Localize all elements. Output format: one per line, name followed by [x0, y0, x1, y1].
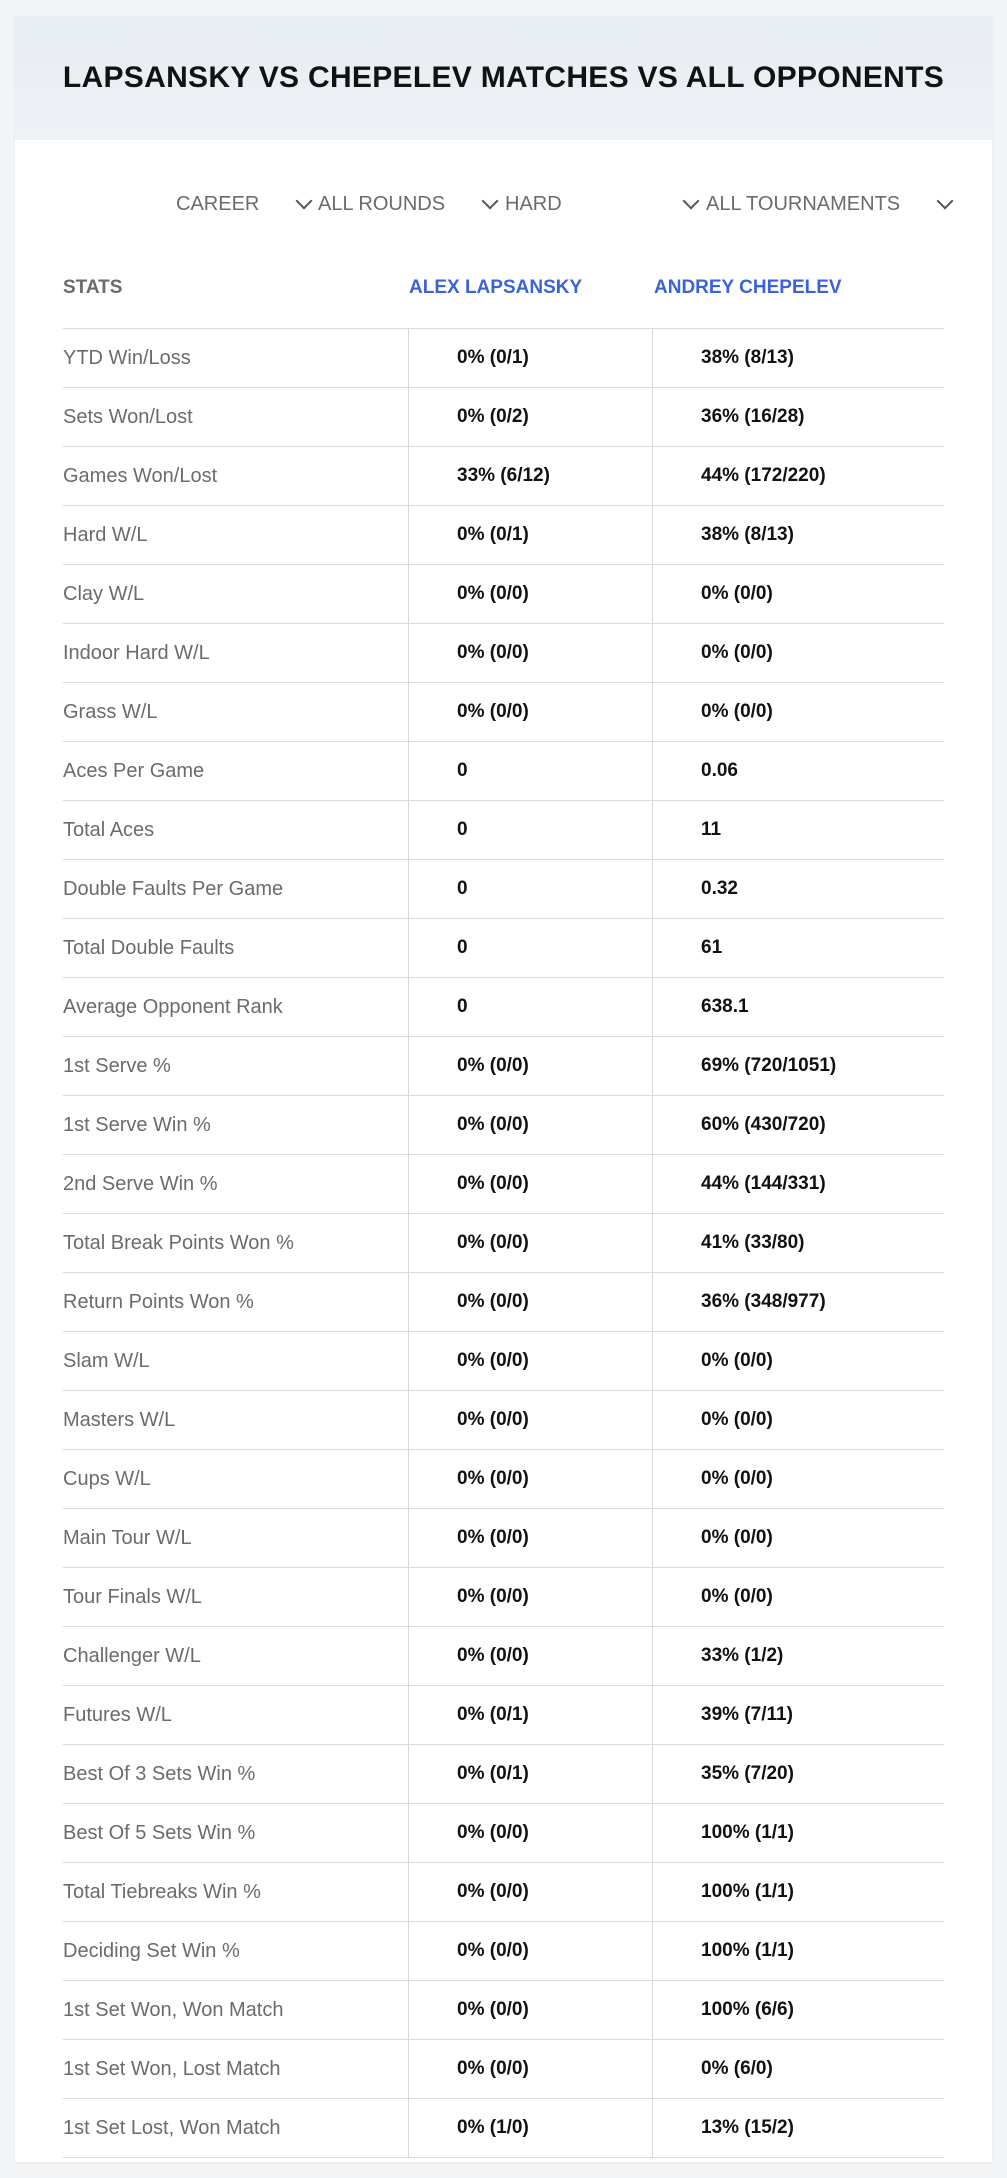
player2-value: 39% (7/11) — [701, 1704, 793, 1725]
page-header — [15, 16, 992, 140]
player2-value: 0% (0/0) — [701, 1409, 773, 1430]
stat-label: 1st Serve % — [63, 1037, 409, 1095]
stat-label: Games Won/Lost — [63, 447, 409, 505]
player2-value: 44% (172/220) — [701, 465, 826, 486]
table-row — [63, 1804, 944, 1863]
player1-value: 0 — [409, 801, 653, 859]
player2-value: 100% (1/1) — [701, 1940, 794, 1961]
player2-value: 33% (1/2) — [701, 1645, 784, 1666]
chevron-down-icon — [296, 193, 313, 210]
player1-value: 0% (0/0) — [409, 1981, 653, 2039]
player1-link[interactable]: ALEX LAPSANSKY — [409, 277, 583, 298]
stat-label: Aces Per Game — [63, 742, 409, 800]
tournaments-select-value: ALL TOURNAMENTS — [706, 192, 901, 215]
stat-label: Total Break Points Won % — [63, 1214, 409, 1272]
filter-bar — [15, 186, 992, 222]
player2-value: 61 — [701, 937, 723, 958]
stats-table — [63, 248, 944, 2158]
stat-label: Indoor Hard W/L — [63, 624, 409, 682]
player2-value: 69% (720/1051) — [701, 1055, 837, 1076]
stat-label: 2nd Serve Win % — [63, 1155, 409, 1213]
table-row — [63, 2099, 944, 2158]
table-row — [63, 1627, 944, 1686]
player2-value: 0% (0/0) — [701, 1468, 773, 1489]
table-row — [63, 624, 944, 683]
surface-select-value: HARD — [505, 192, 562, 215]
stat-label: 1st Serve Win % — [63, 1096, 409, 1154]
player2-value: 0.32 — [701, 878, 738, 899]
player1-value: 0% (0/1) — [409, 506, 653, 564]
player2-value: 38% (8/13) — [701, 347, 794, 368]
stat-label: Hard W/L — [63, 506, 409, 564]
page-title: LAPSANSKY VS CHEPELEV MATCHES VS ALL OPPONENTS — [62, 61, 945, 94]
player1-value: 0% (0/0) — [409, 1096, 653, 1154]
stat-label: Challenger W/L — [63, 1627, 409, 1685]
stat-label: Cups W/L — [63, 1450, 409, 1508]
table-row — [63, 388, 944, 447]
player1-value: 0% (0/0) — [409, 1804, 653, 1862]
table-row — [63, 978, 944, 1037]
player1-value: 0% (0/0) — [409, 1863, 653, 1921]
player1-value: 0% (0/0) — [409, 624, 653, 682]
table-row — [63, 1450, 944, 1509]
table-row — [63, 919, 944, 978]
stat-label: Slam W/L — [63, 1332, 409, 1390]
player2-value: 44% (144/331) — [701, 1173, 826, 1194]
table-row — [63, 1273, 944, 1332]
player2-value: 0% (0/0) — [701, 1527, 773, 1548]
table-row — [63, 1037, 944, 1096]
player1-value: 0% (0/0) — [409, 1037, 653, 1095]
player2-value: 0% (0/0) — [701, 583, 773, 604]
player1-value: 0% (0/0) — [409, 683, 653, 741]
player2-value: 0.06 — [701, 760, 738, 781]
stat-label: Average Opponent Rank — [63, 978, 409, 1036]
chevron-down-icon — [482, 193, 499, 210]
player1-value: 0% (0/0) — [409, 1568, 653, 1626]
stat-label: Total Tiebreaks Win % — [63, 1863, 409, 1921]
player1-value: 0% (1/0) — [409, 2099, 653, 2157]
player1-value: 0 — [409, 860, 653, 918]
player1-value: 0 — [409, 742, 653, 800]
stat-label: Main Tour W/L — [63, 1509, 409, 1567]
player2-value: 11 — [701, 819, 722, 840]
player1-value: 0% (0/0) — [409, 1627, 653, 1685]
table-row — [63, 1568, 944, 1627]
stat-label: 1st Set Lost, Won Match — [63, 2099, 409, 2157]
player1-value: 0% (0/0) — [409, 565, 653, 623]
tournaments-select[interactable] — [706, 186, 955, 222]
stat-label: Total Double Faults — [63, 919, 409, 977]
stat-label: Masters W/L — [63, 1391, 409, 1449]
chevron-down-icon — [683, 193, 700, 210]
table-row — [63, 1745, 944, 1804]
stat-label: Sets Won/Lost — [63, 388, 409, 446]
player2-value: 13% (15/2) — [701, 2117, 794, 2138]
stat-label: Total Aces — [63, 801, 409, 859]
stat-label: Best Of 5 Sets Win % — [63, 1804, 409, 1862]
player2-value: 100% (1/1) — [701, 1881, 794, 1902]
table-row — [63, 1981, 944, 2040]
table-row — [63, 2040, 944, 2099]
table-row — [63, 1922, 944, 1981]
stats-card — [15, 16, 992, 2162]
table-row — [63, 329, 944, 388]
stat-label: Grass W/L — [63, 683, 409, 741]
stat-label: 1st Set Won, Lost Match — [63, 2040, 409, 2098]
table-row — [63, 1332, 944, 1391]
player2-link[interactable]: ANDREY CHEPELEV — [654, 277, 842, 298]
rounds-select-value: ALL ROUNDS — [318, 192, 446, 215]
chevron-down-icon — [937, 193, 954, 210]
table-row — [63, 683, 944, 742]
stat-label: Clay W/L — [63, 565, 409, 623]
rounds-select[interactable] — [318, 186, 500, 222]
stat-label: 1st Set Won, Won Match — [63, 1981, 409, 2039]
player1-value: 0 — [409, 978, 653, 1036]
table-row — [63, 1686, 944, 1745]
table-body — [63, 329, 944, 2158]
stat-label: Return Points Won % — [63, 1273, 409, 1331]
player1-value: 0% (0/1) — [409, 1686, 653, 1744]
player1-value: 0% (0/0) — [409, 2040, 653, 2098]
player1-value: 0% (0/1) — [409, 329, 653, 387]
column-header-stats: STATS — [63, 277, 123, 298]
stat-label: Best Of 3 Sets Win % — [63, 1745, 409, 1803]
table-row — [63, 742, 944, 801]
table-row — [63, 1096, 944, 1155]
table-row — [63, 1509, 944, 1568]
player2-value: 0% (0/0) — [701, 1586, 773, 1607]
player2-value: 0% (0/0) — [701, 642, 773, 663]
player1-value: 0% (0/1) — [409, 1745, 653, 1803]
player1-value: 0% (0/0) — [409, 1155, 653, 1213]
table-row — [63, 1863, 944, 1922]
player2-value: 100% (1/1) — [701, 1822, 794, 1843]
player2-value: 638.1 — [701, 996, 749, 1017]
player2-value: 100% (6/6) — [701, 1999, 794, 2020]
period-select-value: CAREER — [176, 192, 260, 215]
stat-label: Tour Finals W/L — [63, 1568, 409, 1626]
period-select[interactable] — [176, 186, 314, 222]
player2-value: 36% (348/977) — [701, 1291, 826, 1312]
player2-value: 41% (33/80) — [701, 1232, 805, 1253]
player2-value: 38% (8/13) — [701, 524, 794, 545]
table-row — [63, 1391, 944, 1450]
table-row — [63, 506, 944, 565]
player2-value: 0% (6/0) — [701, 2058, 773, 2079]
table-header — [63, 248, 944, 329]
surface-select[interactable] — [505, 186, 701, 222]
table-row — [63, 447, 944, 506]
stat-label: Futures W/L — [63, 1686, 409, 1744]
table-row — [63, 565, 944, 624]
player1-value: 0% (0/0) — [409, 1922, 653, 1980]
player2-value: 0% (0/0) — [701, 701, 773, 722]
table-row — [63, 860, 944, 919]
player2-value: 0% (0/0) — [701, 1350, 773, 1371]
player2-value: 36% (16/28) — [701, 406, 805, 427]
stat-label: Double Faults Per Game — [63, 860, 409, 918]
player2-value: 60% (430/720) — [701, 1114, 826, 1135]
player1-value: 0% (0/0) — [409, 1509, 653, 1567]
table-row — [63, 1214, 944, 1273]
player1-value: 33% (6/12) — [409, 447, 653, 505]
player1-value: 0% (0/0) — [409, 1273, 653, 1331]
player1-value: 0% (0/0) — [409, 1391, 653, 1449]
player1-value: 0% (0/0) — [409, 1332, 653, 1390]
table-row — [63, 801, 944, 860]
player1-value: 0% (0/0) — [409, 1450, 653, 1508]
player1-value: 0% (0/2) — [409, 388, 653, 446]
player1-value: 0% (0/0) — [409, 1214, 653, 1272]
stat-label: Deciding Set Win % — [63, 1922, 409, 1980]
table-row — [63, 1155, 944, 1214]
player2-value: 35% (7/20) — [701, 1763, 794, 1784]
stat-label: YTD Win/Loss — [63, 329, 409, 387]
player1-value: 0 — [409, 919, 653, 977]
